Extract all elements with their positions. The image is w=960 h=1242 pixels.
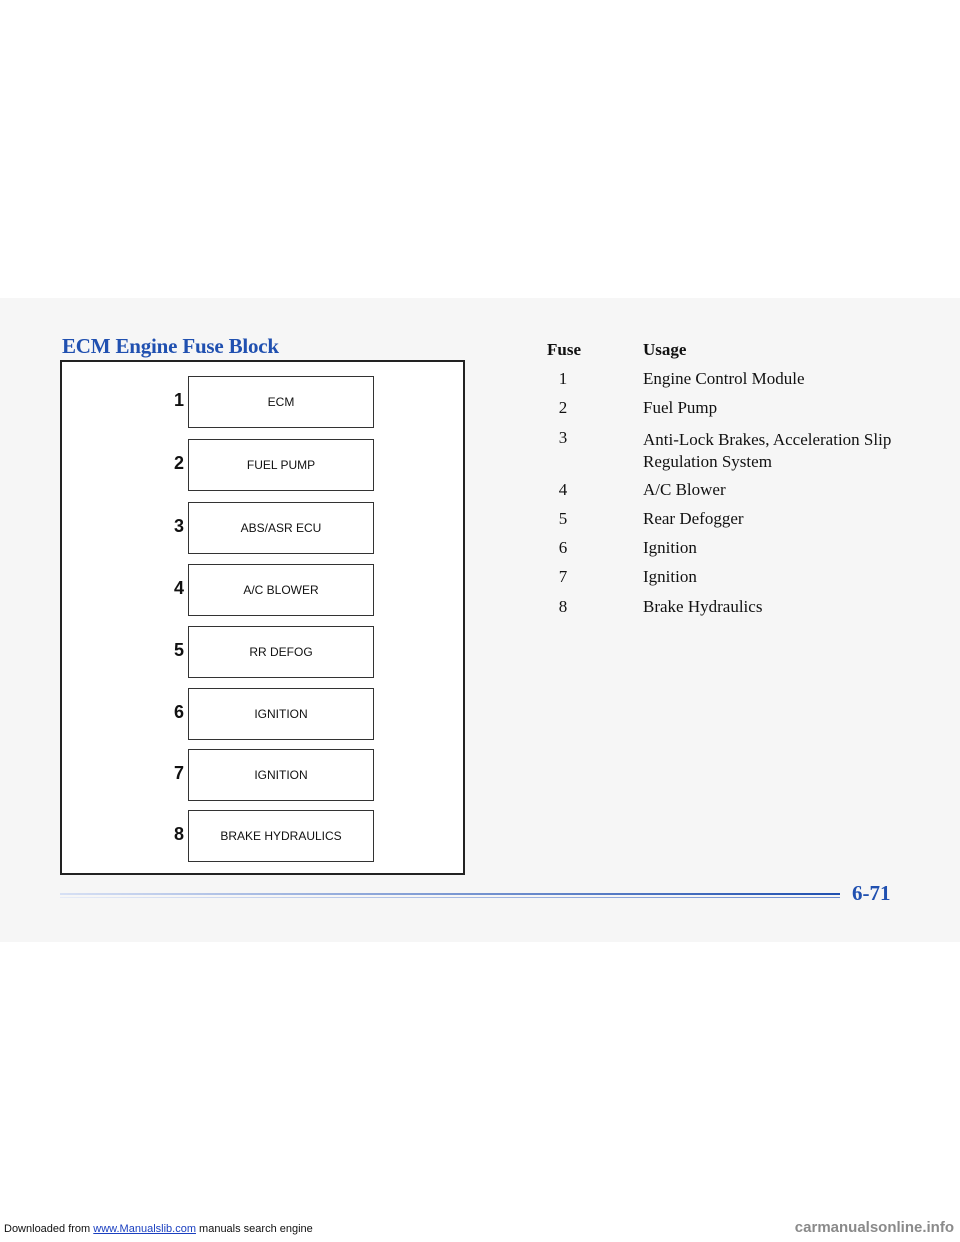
fuse-slot-label: IGNITION (188, 688, 374, 740)
manualslib-link[interactable]: www.Manualslib.com (93, 1223, 196, 1235)
rule-line (60, 893, 840, 895)
table-cell-usage: Engine Control Module (643, 369, 805, 388)
page-rule (60, 893, 840, 898)
table-cell-fuse: 1 (558, 369, 568, 388)
fuse-slot-1 (62, 376, 463, 428)
table-header-fuse: Fuse (547, 340, 581, 359)
fuse-slot-label: RR DEFOG (188, 626, 374, 678)
fuse-slot-5 (62, 626, 463, 678)
table-cell-usage: Ignition (643, 567, 697, 586)
table-cell-usage: Ignition (643, 538, 697, 557)
fuse-slot-number: 7 (173, 763, 184, 783)
fuse-slot-label: FUEL PUMP (188, 439, 374, 491)
table-cell-usage: Rear Defogger (643, 509, 744, 528)
table-header-usage: Usage (643, 340, 687, 359)
fuse-slot-number: 6 (173, 702, 184, 722)
table-cell-fuse: 6 (558, 538, 568, 557)
fuse-slot-2 (62, 439, 463, 491)
fuse-slot-number: 8 (173, 824, 184, 844)
fuse-slot-number: 4 (173, 578, 184, 598)
table-cell-fuse: 5 (558, 509, 568, 528)
fuse-slot-4 (62, 564, 463, 616)
table-cell-fuse: 7 (558, 567, 568, 586)
table-cell-usage: A/C Blower (643, 480, 726, 499)
fuse-slot-number: 3 (173, 516, 184, 536)
fuse-slot-number: 5 (173, 640, 184, 660)
table-cell-fuse: 2 (558, 398, 568, 417)
table-cell-usage: Brake Hydraulics (643, 597, 763, 616)
download-footer (4, 1223, 313, 1235)
page-number: 6-71 (852, 881, 891, 905)
fuse-block-diagram (60, 360, 465, 875)
watermark: carmanualsonline.info (794, 1219, 954, 1236)
table-cell-usage: Fuel Pump (643, 398, 718, 417)
fuse-slot-label: A/C BLOWER (188, 564, 374, 616)
fuse-slot-7 (62, 749, 463, 801)
fuse-slot-number: 1 (173, 390, 184, 410)
fuse-slot-number: 2 (173, 453, 184, 473)
rule-line (60, 897, 840, 898)
table-cell-fuse: 8 (558, 597, 568, 616)
fuse-slot-label: IGNITION (188, 749, 374, 801)
table-cell-fuse: 4 (558, 480, 568, 499)
footer-suffix: manuals search engine (195, 1223, 313, 1235)
fuse-slot-6 (62, 688, 463, 740)
table-cell-usage: Anti-Lock Brakes, Acceleration Slip Regulation System (643, 430, 892, 471)
table-cell-fuse: 3 (558, 428, 568, 447)
fuse-slot-label: ECM (188, 376, 374, 428)
section-title: ECM Engine Fuse Block (62, 334, 279, 358)
fuse-slot-label: ABS/ASR ECU (188, 502, 374, 554)
fuse-slot-label: BRAKE HYDRAULICS (188, 810, 374, 862)
fuse-slot-3 (62, 502, 463, 554)
fuse-slot-8 (62, 810, 463, 862)
footer-prefix: Downloaded from (4, 1223, 94, 1235)
